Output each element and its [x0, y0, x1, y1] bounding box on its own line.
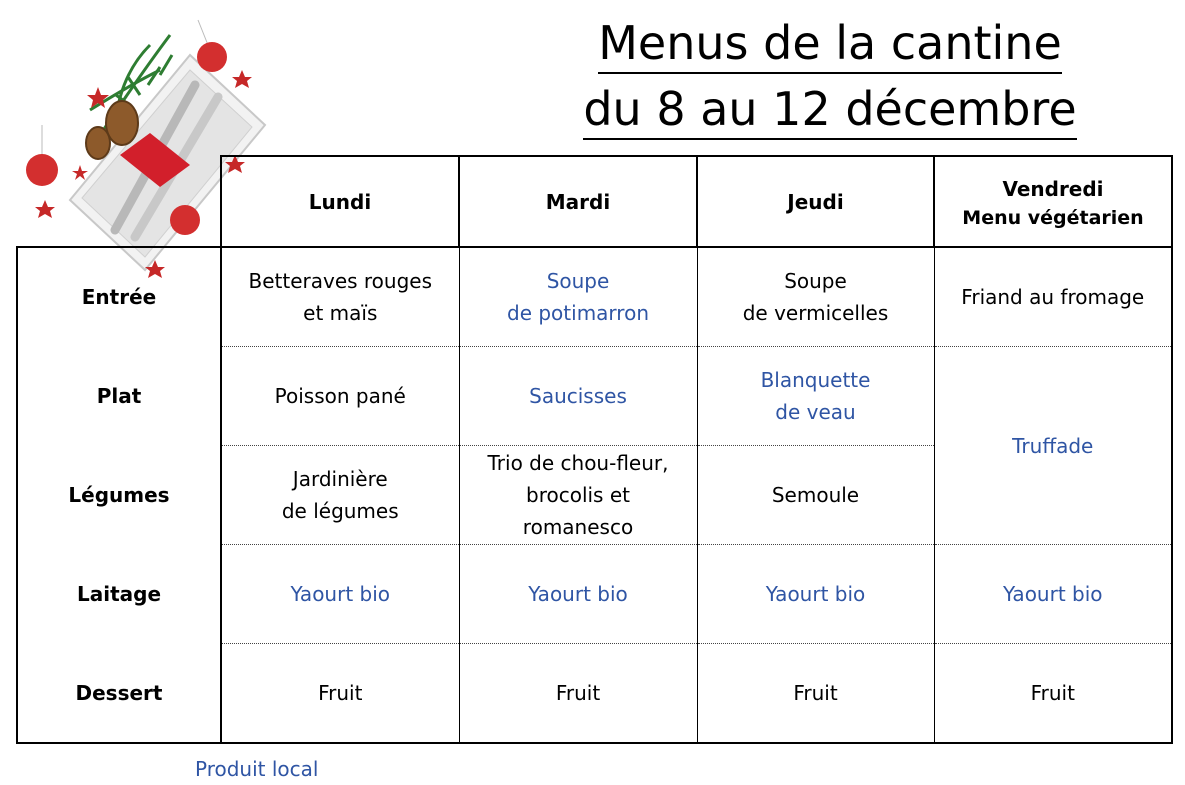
vegetarian-subtitle: Menu végétarien	[962, 206, 1144, 229]
day-header-vendredi: Vendredi Menu végétarien	[934, 156, 1172, 247]
row-dessert	[17, 644, 1172, 744]
header-row	[17, 156, 1172, 247]
cell-legumes-lundi: Jardinière de légumes	[221, 446, 459, 545]
cell-legumes-jeudi: Semoule	[697, 446, 934, 545]
menu-table	[16, 155, 1173, 744]
title-line-1: Menus de la cantine	[598, 14, 1062, 74]
cell-laitage-mardi: Yaourt bio	[459, 545, 697, 644]
row-label-dessert: Dessert	[17, 644, 221, 744]
row-label-plat: Plat	[17, 347, 221, 446]
row-label-entree: Entrée	[17, 247, 221, 347]
day-header-lundi: Lundi	[221, 156, 459, 247]
cell-dessert-jeudi: Fruit	[697, 644, 934, 744]
row-laitage	[17, 545, 1172, 644]
cell-dessert-vendredi: Fruit	[934, 644, 1172, 744]
cell-entree-jeudi: Soupe de vermicelles	[697, 247, 934, 347]
cell-laitage-vendredi: Yaourt bio	[934, 545, 1172, 644]
row-plat	[17, 347, 1172, 446]
row-label-legumes: Légumes	[17, 446, 221, 545]
cell-dessert-mardi: Fruit	[459, 644, 697, 744]
row-entree	[17, 247, 1172, 347]
cell-plat-mardi: Saucisses	[459, 347, 697, 446]
cell-laitage-lundi: Yaourt bio	[221, 545, 459, 644]
day-header-jeudi: Jeudi	[697, 156, 934, 247]
page-title	[560, 10, 1100, 142]
cell-entree-mardi: Soupe de potimarron	[459, 247, 697, 347]
day-header-mardi: Mardi	[459, 156, 697, 247]
cell-legumes-mardi: Trio de chou-fleur, brocolis et romanesco	[459, 446, 697, 545]
cell-entree-vendredi: Friand au fromage	[934, 247, 1172, 347]
cell-plat-vendredi: Truffade	[934, 347, 1172, 545]
title-line-2: du 8 au 12 décembre	[583, 80, 1076, 140]
cell-plat-jeudi: Blanquette de veau	[697, 347, 934, 446]
cell-plat-lundi: Poisson pané	[221, 347, 459, 446]
cell-laitage-jeudi: Yaourt bio	[697, 545, 934, 644]
cell-dessert-lundi: Fruit	[221, 644, 459, 744]
local-product-legend: Produit local	[195, 757, 319, 781]
row-label-laitage: Laitage	[17, 545, 221, 644]
cell-entree-lundi: Betteraves rouges et maïs	[221, 247, 459, 347]
corner-blank	[17, 156, 221, 247]
